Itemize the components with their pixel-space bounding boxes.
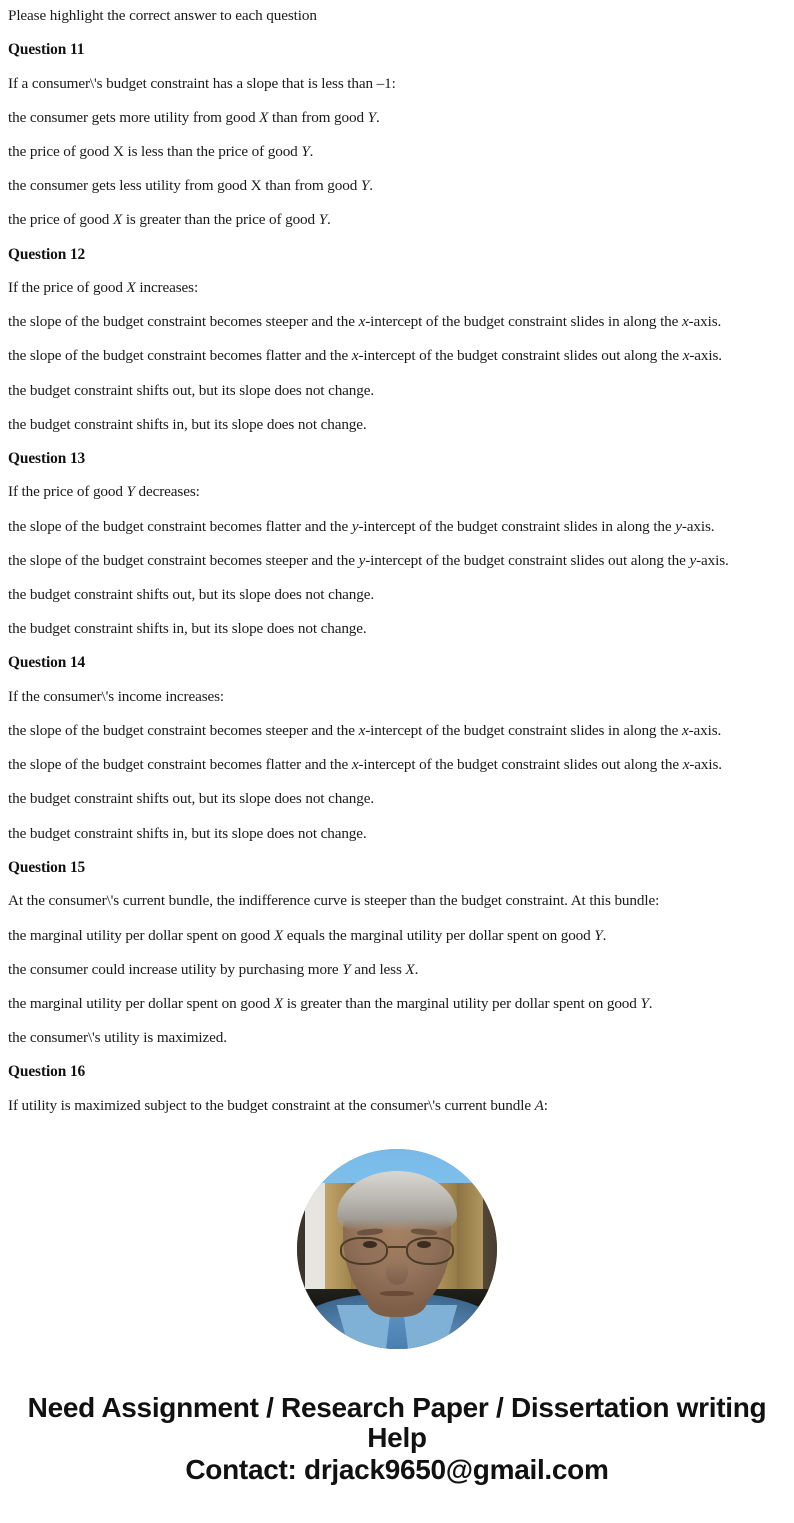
question-stem-13: If the price of good Y decreases:	[8, 483, 200, 501]
question-15-option-3[interactable]: the marginal utility per dollar spent on good X is greater than the marginal utility per dollar spent on good Y.	[8, 994, 653, 1012]
question-15-option-2[interactable]: the consumer could increase utility by purchasing more Y and less X.	[8, 960, 419, 978]
question-stem-15: At the consumer\'s current bundle, the indifference curve is steeper than the budget constraint. At this bundle:	[8, 892, 660, 910]
question-11-option-3[interactable]: the consumer gets less utility from good X than from good Y.	[8, 177, 373, 195]
question-12-option-4[interactable]: the budget constraint shifts in, but its slope does not change.	[8, 415, 367, 433]
question-heading-14: Question 14	[8, 654, 86, 672]
avatar-mouth	[380, 1291, 414, 1296]
avatar-nose	[386, 1261, 408, 1285]
instruction-text: Please highlight the correct answer to each question	[8, 7, 317, 24]
promo-block	[0, 1393, 794, 1504]
question-11-option-1[interactable]: the consumer gets more utility from good X than from good Y.	[8, 108, 380, 126]
promo-headline: Need Assignment / Research Paper / Dissertation writing Help	[27, 1391, 767, 1454]
question-heading-12: Question 12	[8, 245, 86, 263]
question-15-option-1[interactable]: the marginal utility per dollar spent on good X equals the marginal utility per dollar spent on good Y.	[8, 926, 607, 944]
question-heading-11: Question 11	[8, 41, 85, 59]
promo-contact[interactable]: Contact: drjack9650@gmail.com	[185, 1454, 609, 1486]
question-14-option-4[interactable]: the budget constraint shifts in, but its slope does not change.	[8, 824, 367, 842]
question-13-option-3[interactable]: the budget constraint shifts out, but its slope does not change.	[8, 586, 375, 604]
question-stem-16: If utility is maximized subject to the budget constraint at the consumer\'s current bundle A:	[8, 1096, 548, 1114]
question-heading-13: Question 13	[8, 450, 86, 468]
question-11-option-2[interactable]: the price of good X is less than the price of good Y.	[8, 143, 314, 161]
question-14-option-3[interactable]: the budget constraint shifts out, but its slope does not change.	[8, 790, 375, 808]
avatar-glasses-bridge	[388, 1246, 406, 1248]
question-11-option-4[interactable]: the price of good X is greater than the price of good Y.	[8, 211, 331, 229]
question-13-option-2[interactable]: the slope of the budget constraint becomes steeper and the y-intercept of the budget constraint slides out along the y-axis.	[8, 551, 729, 569]
question-stem-11: If a consumer\'s budget constraint has a slope that is less than –1:	[8, 74, 396, 92]
question-13-option-4[interactable]: the budget constraint shifts in, but its slope does not change.	[8, 620, 367, 638]
question-12-option-1[interactable]: the slope of the budget constraint becomes steeper and the x-intercept of the budget constraint slides in along the x-axis.	[8, 313, 722, 331]
question-12-option-2[interactable]: the slope of the budget constraint becomes flatter and the x-intercept of the budget constraint slides out along the x-axis.	[8, 347, 722, 365]
avatar-lens-left	[340, 1237, 388, 1265]
avatar	[297, 1149, 497, 1349]
question-14-option-1[interactable]: the slope of the budget constraint becomes steeper and the x-intercept of the budget constraint slides in along the x-axis.	[8, 722, 722, 740]
question-12-option-3[interactable]: the budget constraint shifts out, but its slope does not change.	[8, 381, 375, 399]
avatar-container	[0, 1149, 794, 1349]
question-stem-14: If the consumer\'s income increases:	[8, 687, 225, 705]
question-heading-15: Question 15	[8, 858, 86, 876]
question-14-option-2[interactable]: the slope of the budget constraint becomes flatter and the x-intercept of the budget constraint slides out along the x-axis.	[8, 756, 722, 774]
question-15-option-4[interactable]: the consumer\'s utility is maximized.	[8, 1029, 227, 1047]
question-13-option-1[interactable]: the slope of the budget constraint becomes flatter and the y-intercept of the budget constraint slides in along the y-axis.	[8, 517, 715, 535]
avatar-lens-right	[406, 1237, 454, 1265]
question-stem-12: If the price of good X increases:	[8, 279, 199, 297]
question-heading-16: Question 16	[8, 1063, 86, 1081]
